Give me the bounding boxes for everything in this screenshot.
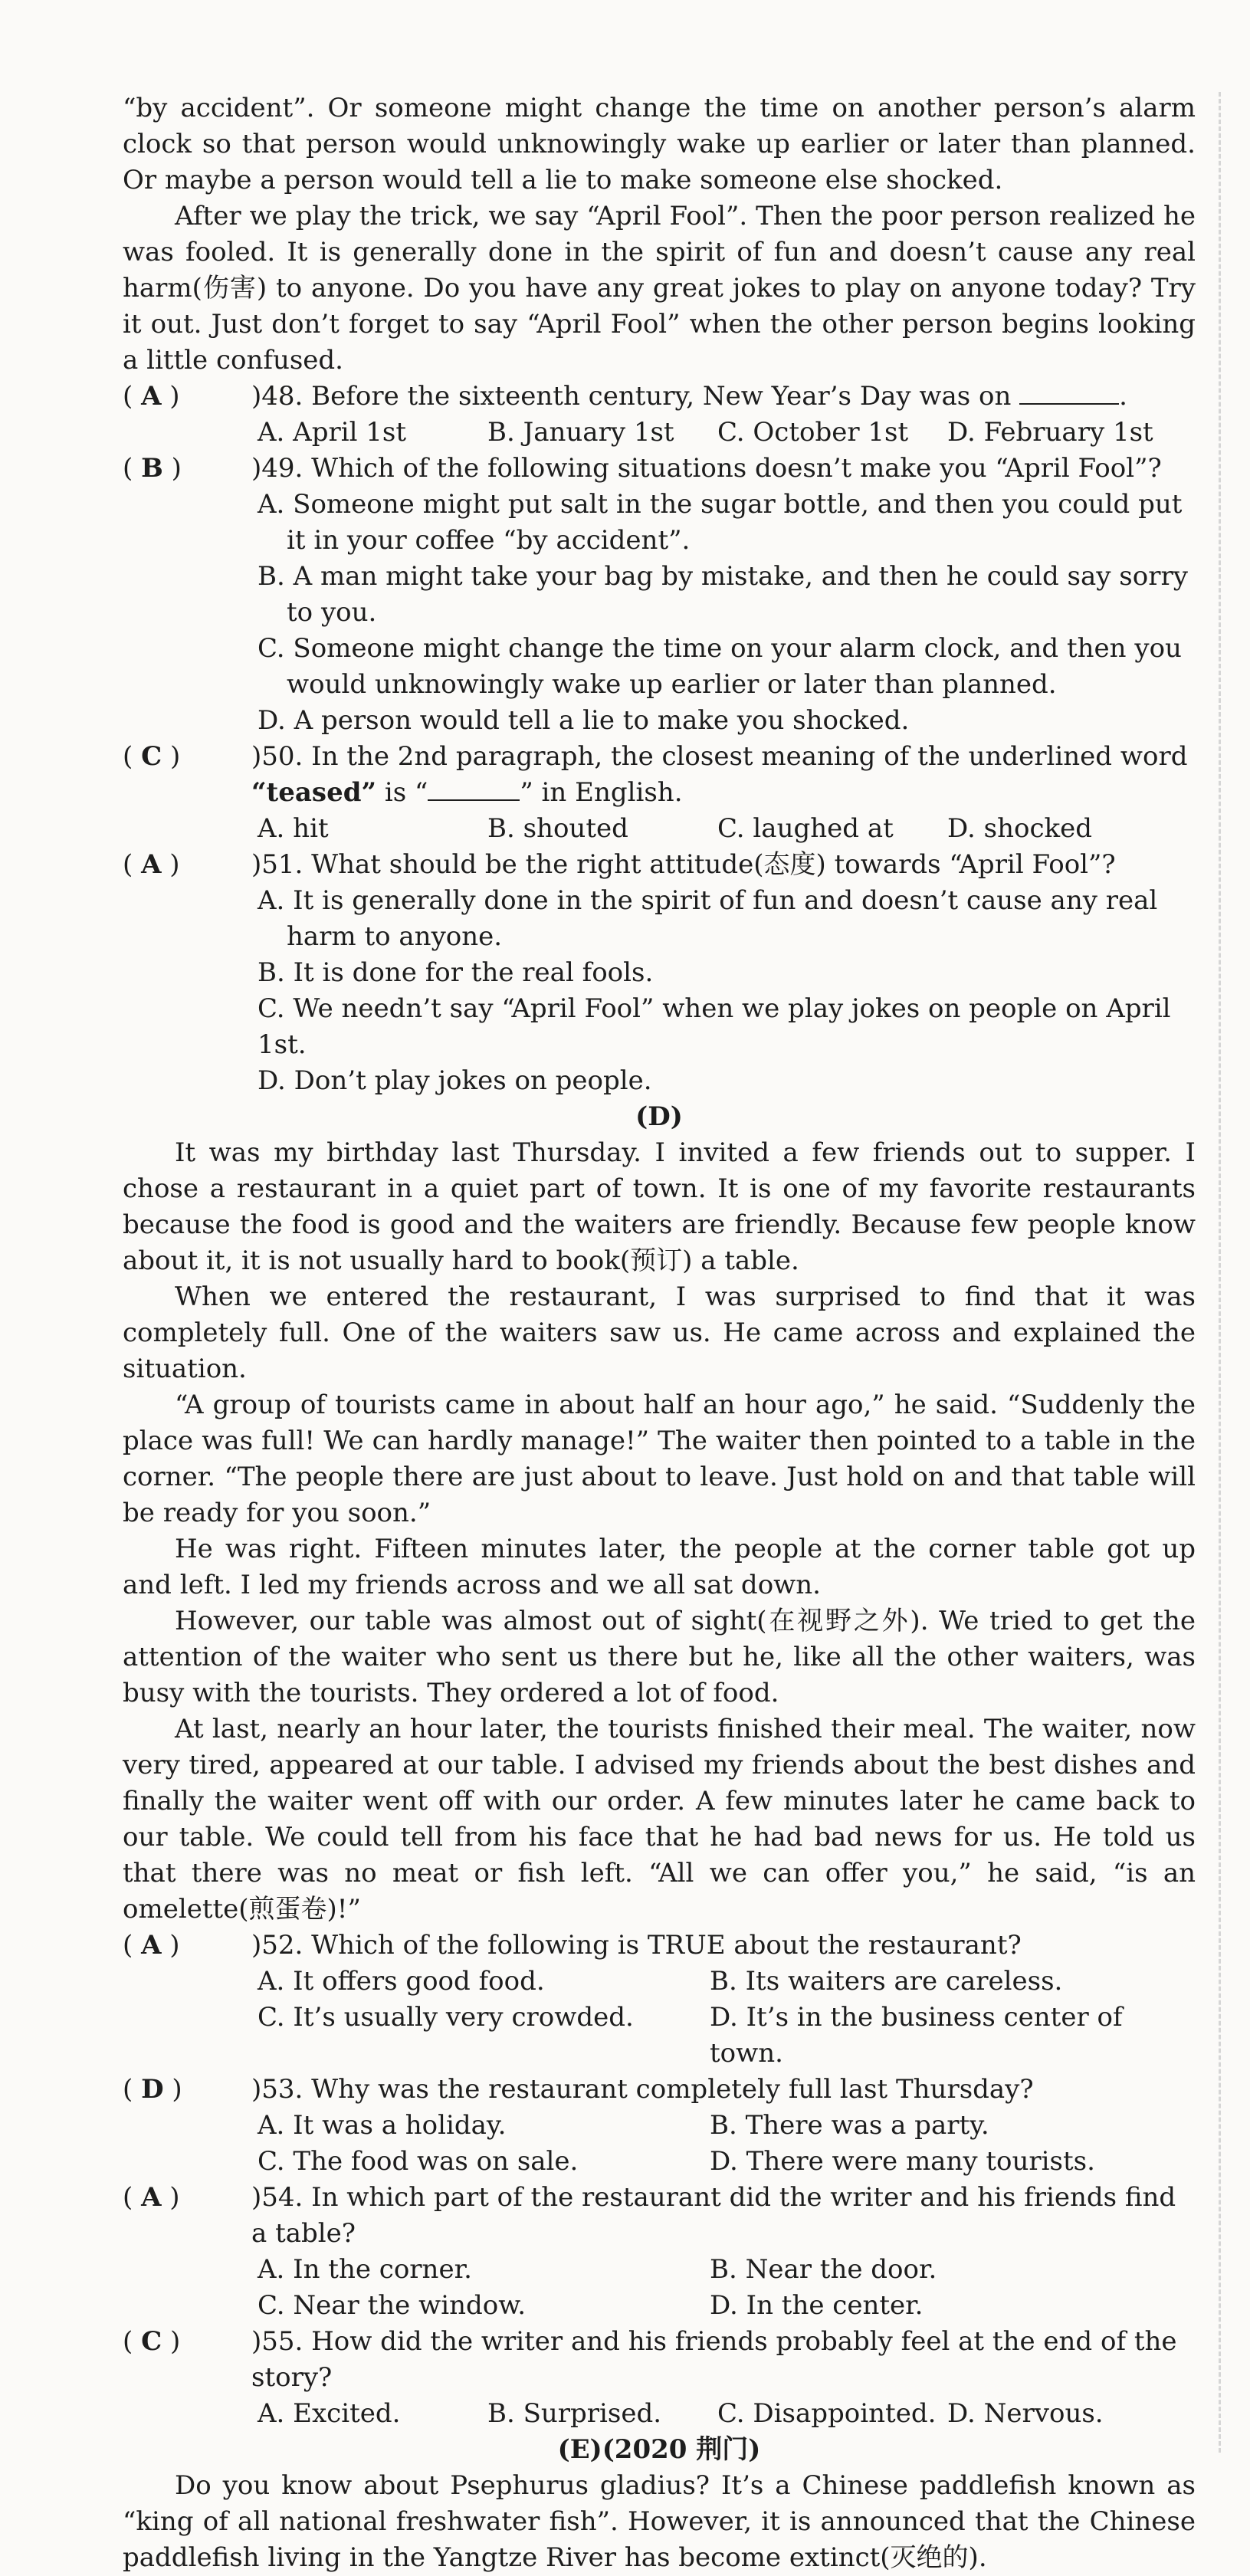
section-d-paragraph: He was right. Fifteen minutes later, the people at the corner table got up and left. I led my friends across and we all sat down. [123, 1534, 1196, 1600]
question-55: ( C ) )55. How did the writer and his friends probably feel at the end of the story? [123, 2324, 1196, 2396]
option-a: A. In the corner. [258, 2254, 472, 2285]
margin-dashed-line [1219, 92, 1221, 2453]
option-b: B. Near the door. [710, 2254, 937, 2285]
section-e-heading: (E)(2020 荆门) [557, 2434, 761, 2465]
option-b: B. January 1st [487, 417, 674, 448]
answer-52: ( A ) [123, 1930, 180, 1961]
option-c: C. The food was on sale. [258, 2146, 579, 2177]
page-content [123, 90, 1196, 2576]
option-d: D. In the center. [710, 2290, 924, 2321]
option-b: B. shouted [487, 813, 628, 844]
question-48-stem: Before the sixteenth century, New Year’s Day was on [311, 381, 1012, 412]
option-b: B. It is done for the real fools. [258, 957, 654, 988]
option-a: A. It was a holiday. [258, 2110, 507, 2141]
question-52-options-row [123, 2000, 1196, 2072]
option-d: D. shocked [947, 813, 1093, 844]
question-50-stem: In the 2nd paragraph, the closest meaning of the underlined word [311, 741, 1188, 772]
question-49: ( B ) )49. Which of the following situations doesn’t make you “April Fool”? [123, 451, 1196, 487]
answer-blank [1019, 380, 1119, 405]
section-d-paragraph: “A group of tourists came in about half an hour ago,” he said. “Suddenly the place was full! We can hardly manage!” The waiter then pointed to a table in the corner. “The people there are just about to leave. Just hold on and that table will be ready for you soon.” [123, 1390, 1196, 1528]
option-c: C. October 1st [717, 417, 909, 448]
question-50-options [123, 811, 1196, 847]
option-b: B. Surprised. [487, 2398, 662, 2429]
question-53-stem: Why was the restaurant completely full last Thursday? [311, 2074, 1034, 2105]
answer-51: ( A ) [123, 849, 180, 880]
question-53: ( D ) )53. Why was the restaurant completely full last Thursday? [123, 2072, 1196, 2108]
option-a: A. April 1st [258, 417, 407, 448]
answer-53: ( D ) [123, 2074, 182, 2105]
option-d: D. February 1st [947, 417, 1153, 448]
passage-c-paragraph-2: After we play the trick, we say “April Fool”. Then the poor person realized he was fooled. It is generally done in the spirit of fun and doesn’t cause any real harm(伤害) to anyone. Do you have any great jokes to play on anyone today? Try it out. Just don’t forget to say “April Fool” when the other person begins looking a little confused. [123, 201, 1196, 376]
answer-blank [428, 776, 520, 801]
section-e-paragraph: Do you know about Psephurus gladius? It’s a Chinese paddlefish known as “king of all national freshwater fish”. However, it is announced that the Chinese paddlefish living in the Yangtze River has become extinct(灭绝的). [123, 2470, 1196, 2573]
option-c: C. Near the window. [258, 2290, 527, 2321]
section-d-paragraph: At last, nearly an hour later, the tourists finished their meal. The waiter, now very tired, appeared at our table. I advised my friends about the best dishes and finally the waiter went off with our order. A few minutes later he came back to our table. We could tell from his face that he had bad news for us. He told us that there was no meat or fish left. “All we can offer you,” he said, “is an omelette(煎蛋卷)!” [123, 1714, 1196, 1925]
passage-c-continuation: “by accident”. Or someone might change the time on another person’s alarm clock so that person would unknowingly wake up earlier or later than planned. Or maybe a person would tell a lie to make someone else shocked. [123, 93, 1196, 195]
question-51: ( A ) )51. What should be the right attitude(态度) towards “April Fool”? [123, 847, 1196, 883]
section-d-paragraph: It was my birthday last Thursday. I invited a few friends out to supper. I chose a restaurant in a quiet part of town. It is one of my favorite restaurants because the food is good and the waiters are friendly. Because few people know about it, it is not usually hard to book(预订) a table. [123, 1137, 1196, 1276]
answer-54: ( A ) [123, 2182, 180, 2213]
question-50: ( C ) )50. In the 2nd paragraph, the closest meaning of the underlined word “teased” is “ ” in English. [123, 739, 1196, 811]
question-48: ( A ) )48. Before the sixteenth century, New Year’s Day was on . [123, 379, 1196, 415]
question-55-options [123, 2396, 1196, 2432]
option-c: C. Disappointed. [717, 2398, 937, 2429]
question-53-options-row [123, 2108, 1196, 2144]
section-d-paragraph: When we entered the restaurant, I was surprised to find that it was completely full. One of the waiters saw us. He came across and explained the situation. [123, 1281, 1196, 1384]
option-d: D. Nervous. [947, 2398, 1104, 2429]
option-c: C. laughed at [717, 813, 894, 844]
section-d-paragraph: However, our table was almost out of sight(在视野之外). We tried to get the attention of the waiter who sent us there but he, like all the other waiters, was busy with the tourists. They ordered a lot of food. [123, 1606, 1196, 1708]
section-d-heading: (D) [635, 1101, 683, 1132]
answer-55: ( C ) [123, 2326, 181, 2357]
question-54-options-row [123, 2252, 1196, 2288]
option-d: D. A person would tell a lie to make you shocked. [258, 705, 910, 736]
option-a: A. hit [258, 813, 329, 844]
option-a: A. Someone might put salt in the sugar bottle, and then you could put it in your coffee “by accident”. [258, 489, 1183, 556]
question-51-stem: What should be the right attitude(态度) towards “April Fool”? [311, 849, 1116, 880]
question-52-options-row [123, 1964, 1196, 2000]
question-49-stem: Which of the following situations doesn’t make you “April Fool”? [311, 453, 1162, 484]
question-48-options [123, 415, 1196, 451]
option-d: D. There were many tourists. [710, 2146, 1095, 2177]
option-a: A. Excited. [258, 2398, 401, 2429]
option-c: C. It’s usually very crowded. [258, 2002, 634, 2033]
question-54-stem: In which part of the restaurant did the writer and his friends find a table? [251, 2182, 1176, 2249]
question-54: ( A ) )54. In which part of the restaurant did the writer and his friends find a table? [123, 2180, 1196, 2252]
question-52-stem: Which of the following is TRUE about the restaurant? [311, 1930, 1022, 1961]
answer-50: ( C ) [123, 741, 181, 772]
question-53-options-row [123, 2144, 1196, 2180]
option-a: A. It is generally done in the spirit of fun and doesn’t cause any real harm to anyone. [258, 885, 1158, 952]
question-54-options-row [123, 2288, 1196, 2324]
question-52: ( A ) )52. Which of the following is TRUE about the restaurant? [123, 1928, 1196, 1964]
answer-48: ( A ) [123, 381, 180, 412]
answer-49: ( B ) [123, 453, 182, 484]
option-d: D. Don’t play jokes on people. [258, 1065, 652, 1096]
option-b: B. Its waiters are careless. [710, 1966, 1063, 1997]
option-a: A. It offers good food. [258, 1966, 545, 1997]
option-c: C. We needn’t say “April Fool” when we play jokes on people on April 1st. [258, 993, 1171, 1060]
underlined-word: “teased” [251, 777, 377, 808]
option-b: B. There was a party. [710, 2110, 989, 2141]
option-b: B. A man might take your bag by mistake, and then he could say sorry to you. [258, 561, 1188, 628]
option-c: C. Someone might change the time on your alarm clock, and then you would unknowingly wake up earlier or later than planned. [258, 633, 1182, 700]
option-d: D. It’s in the business center of town. [710, 2002, 1123, 2069]
question-55-stem: How did the writer and his friends probably feel at the end of the story? [251, 2326, 1177, 2393]
